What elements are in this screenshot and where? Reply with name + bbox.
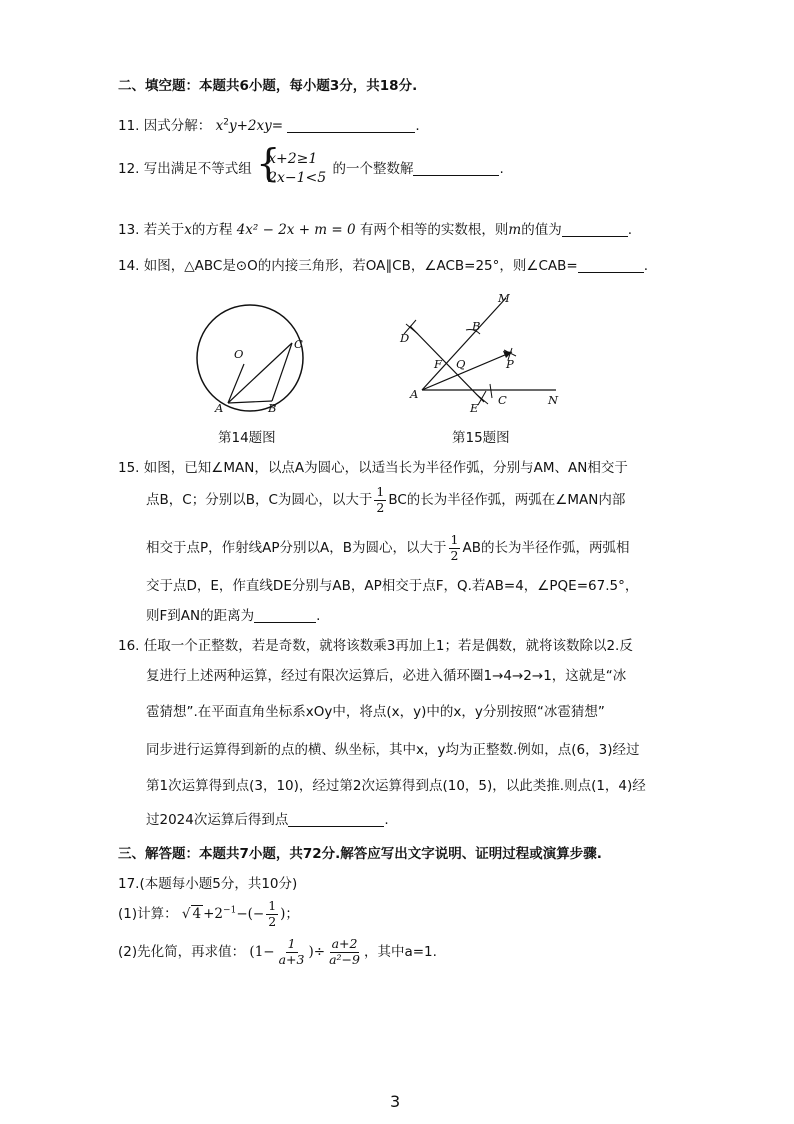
label-E: E	[470, 401, 479, 415]
inequality-row-2: 2x−1<5	[268, 170, 327, 186]
segment-AB	[228, 401, 272, 403]
q13-equation: 4x² − 2x + m = 0	[236, 222, 356, 238]
question-15-line-5: 则F到AN的距离为 .	[146, 608, 321, 624]
label-F: F	[434, 357, 442, 371]
question-16-line-4: 同步进行运算得到新的点的横、纵坐标，其中x，y均为正整数.例如，点(6，3)经过	[146, 742, 640, 758]
section-3-heading: 三、解答题：本题共7小题，共72分.解答应写出文字说明、证明过程或演算步骤.	[118, 846, 602, 862]
question-17-part-1: (1)计算： √ $4 +2^{-1}-(-$ $\frac{1}{2}$ )；	[118, 898, 299, 929]
fraction-a-plus-2-over-a2-minus-9: $\frac{a+2}{\text{a²−9}}$	[329, 936, 360, 967]
q11-answer-blank[interactable]	[287, 118, 415, 133]
label-M: M	[498, 291, 510, 305]
question-15-line-1: 15. 如图，已知∠MAN，以点A为圆心，以适当长为半径作弧，分别与AM、AN相交于	[118, 460, 628, 476]
label-P: P	[506, 357, 514, 371]
line-DE	[410, 326, 484, 402]
question-15-line-3: 相交于点P，作射线AP分别以A，B为圆心，以大于 $\frac{1}{2}$ AB的长为半径作弧，两弧相	[146, 532, 630, 563]
q12-text-2: 的一个整数解	[332, 161, 414, 177]
label-A: A	[410, 387, 419, 401]
q16-number: 16.	[118, 638, 140, 654]
question-16-line-1: 16. 任取一个正整数，若是奇数，就将该数乘3再加上1；若是偶数，就将该数除以2.反	[118, 638, 633, 654]
q14-text: 如图，△ABC是⊙O的内接三角形，若OA∥CB，∠ACB=25°，则∠CAB=	[143, 258, 578, 274]
question-11: 11. 因式分解： $x^2y+2xy=$ .	[118, 117, 420, 134]
section-2-heading: 二、填空题：本题共6小题，每小题3分，共18分.	[118, 78, 418, 94]
figure-14-circle-diagram	[190, 300, 320, 420]
q13-answer-blank[interactable]	[562, 222, 628, 237]
q14-answer-blank[interactable]	[578, 258, 644, 273]
q15-number: 15.	[118, 460, 140, 476]
ray-AM	[422, 298, 506, 390]
label-A: A	[215, 401, 224, 415]
question-15-line-2: 点B，C；分别以B，C为圆心，以大于 $\frac{1}{2}$ BC的长为半径作弧，两弧在∠MAN内部	[146, 484, 626, 515]
fraction-one-half: $\frac{1}{2}$	[376, 484, 385, 515]
question-14: 14. 如图，△ABC是⊙O的内接三角形，若OA∥CB，∠ACB=25°，则∠CAB= .	[118, 258, 649, 274]
inequality-row-1: x+2≥1	[268, 151, 318, 167]
q11-number: 11.	[118, 118, 140, 134]
square-root: √ 4	[181, 906, 202, 922]
label-Q: Q	[456, 357, 466, 371]
question-16-line-2: 复进行上述两种运算，经过有限次运算后，必进入循环圈1→4→2→1，这就是“冰	[146, 668, 627, 684]
label-B: B	[268, 401, 277, 415]
label-O: O	[234, 347, 244, 361]
question-12: 12. 写出满足不等式组 { x+2≥1 2x−1<5 的一个整数解 .	[118, 141, 504, 186]
fraction-one-half: $\frac{1}{2}$	[450, 532, 459, 563]
question-15-line-4: 交于点D，E，作直线DE分别与AB，AP相交于点F，Q.若AB=4，∠PQE=67.5°，	[146, 578, 639, 594]
segment-OA	[228, 364, 244, 403]
label-D: D	[400, 331, 410, 345]
q16-answer-blank[interactable]	[288, 812, 384, 827]
question-13: 13. 若关于x的方程 4x² − 2x + m = 0 有两个相等的实数根，则m的值为 .	[118, 222, 632, 238]
q11-expr-b: y+2xy=	[228, 118, 284, 134]
question-16-line-3: 雹猜想”.在平面直角坐标系xOy中，将点(x，y)中的x，y分别按照“冰雹猜想”	[146, 704, 605, 720]
question-16-line-5: 第1次运算得到点(3，10)，经过第2次运算得到点(10，5)，以此类推.则点(1，4)经	[146, 778, 646, 794]
label-N: N	[548, 393, 559, 407]
label-C: C	[498, 393, 507, 407]
fraction-1-over-a-plus-3: $\frac{1}{a+3}$	[278, 936, 305, 967]
inequality-system: { x+2≥1 2x−1<5	[256, 141, 327, 186]
question-16-line-6: 过2024次运算后得到点 .	[146, 812, 389, 828]
label-C: C	[294, 337, 303, 351]
fraction-one-half: $\frac{1}{2}$	[268, 898, 277, 929]
label-B: B	[472, 319, 481, 333]
figure-15-construction-diagram	[398, 290, 568, 416]
q11-text: 因式分解：	[143, 118, 212, 134]
arc-mark-C	[490, 384, 492, 398]
q13-number: 13.	[118, 222, 140, 238]
q12-text: 写出满足不等式组	[143, 161, 252, 177]
q15-answer-blank[interactable]	[254, 608, 316, 623]
page-number: 3	[390, 1092, 401, 1111]
q11-expr-a: x	[215, 118, 224, 134]
q12-answer-blank[interactable]	[413, 161, 499, 176]
question-17-part-2: (2)先化简，再求值： (1− $\frac{1}{a+3}$ )÷ $\frac{a+2}{\text{a²−9}}$ ，其中a=1.	[118, 936, 437, 967]
question-17-heading: 17.(本题每小题5分，共10分)	[118, 876, 298, 892]
figure-15-caption: 第15题图	[452, 430, 510, 446]
q14-number: 14.	[118, 258, 140, 274]
q12-number: 12.	[118, 161, 140, 177]
figure-14-caption: 第14题图	[218, 430, 276, 446]
